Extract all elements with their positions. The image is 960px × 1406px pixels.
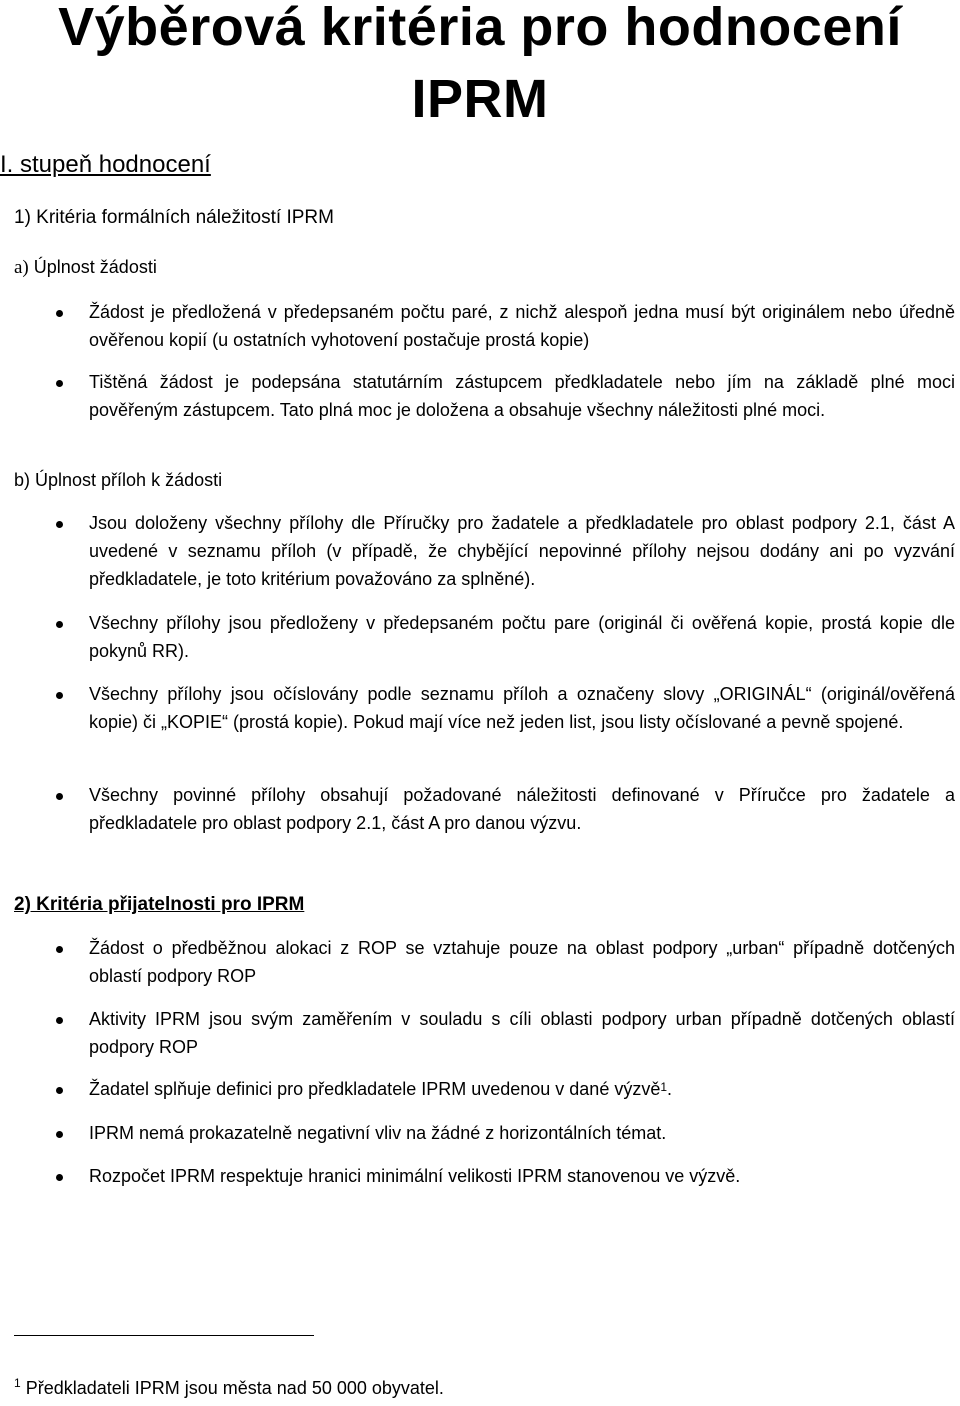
- section-2-heading: 2) Kritéria přijatelnosti pro IPRM: [14, 894, 305, 915]
- bullet-icon: [56, 1174, 63, 1181]
- bullet-icon: [56, 621, 63, 628]
- bullet-icon: [56, 380, 63, 387]
- bullet-icon: [56, 1017, 63, 1024]
- subsection-b-heading: b) Úplnost příloh k žádosti: [14, 470, 223, 490]
- bullet-icon: [56, 521, 63, 528]
- list-item: Všechny přílohy jsou předloženy v předepsaném počtu pare (originál či ověřená kopie, prostá kopie dle pokynů RR).: [89, 609, 955, 665]
- list-item: Aktivity IPRM jsou svým zaměřením v souladu s cíli oblasti podpory urban případně dotčených oblastí podpory ROP: [89, 1005, 955, 1061]
- footnote-text: Předkladateli IPRM jsou města nad 50 000 obyvatel.: [20, 1378, 444, 1398]
- bullet-icon: [56, 1087, 63, 1094]
- stage-heading: I. stupeň hodnocení: [0, 151, 211, 178]
- title-line-2: IPRM: [411, 69, 549, 129]
- footnote-separator: [14, 1335, 314, 1336]
- title-line-1: Výběrová kritéria pro hodnocení: [58, 0, 902, 57]
- subsection-a-prefix: a): [14, 257, 29, 278]
- bullet-icon: [56, 1131, 63, 1138]
- list-item: Žadatel splňuje definici pro předkladatele IPRM uvedenou v dané výzvě$^1$.: [89, 1075, 955, 1103]
- list-item: Všechny přílohy jsou očíslovány podle seznamu příloh a označeny slovy „ORIGINÁL“ (originál/ověřená kopie) či „KOPIE“ (prostá kopie). Pokud mají více než jeden list, jsou listy očíslované a pevně spojené.: [89, 680, 955, 736]
- bullet-icon: [56, 946, 63, 953]
- list-item: Rozpočet IPRM respektuje hranici minimální velikosti IPRM stanovenou ve výzvě.: [89, 1162, 955, 1190]
- list-item: Žádost je předložená v předepsaném počtu paré, z nichž alespoň jedna musí být originálem nebo úředně ověřenou kopií (u ostatních vyhotovení postačuje prostá kopie): [89, 298, 955, 354]
- subsection-a-title: Úplnost žádosti: [28, 257, 157, 277]
- list-item: Všechny povinné přílohy obsahují požadované náležitosti definované v Příručce pro žadatele a předkladatele pro oblast podpory 2.1, část A pro danou výzvu.: [89, 781, 955, 837]
- list-item: Jsou doloženy všechny přílohy dle Příručky pro žadatele a předkladatele pro oblast podpory 2.1, část A uvedené v seznamu příloh (v případě, že chybějící nepovinné přílohy nejsou dodány ani po vyzvání předkladatele, je toto kritérium považováno za splněné).: [89, 509, 955, 593]
- list-item: IPRM nemá prokazatelně negativní vliv na žádné z horizontálních témat.: [89, 1119, 955, 1147]
- bullet-icon: [56, 310, 63, 317]
- footnote-ref: 1: [660, 1080, 668, 1094]
- footnote: [14, 1378, 444, 1399]
- list-item: Žádost o předběžnou alokaci z ROP se vztahuje pouze na oblast podpory „urban“ případně dotčených oblastí podpory ROP: [89, 934, 955, 990]
- bullet-icon: [56, 793, 63, 800]
- bullet-icon: [56, 692, 63, 699]
- footnote-number: 1: [14, 1376, 21, 1390]
- list-item: Tištěná žádost je podepsána statutárním zástupcem předkladatele nebo jím na základě plné moci pověřeným zástupcem. Tato plná moc je doložena a obsahuje všechny náležitosti plné moci.: [89, 368, 955, 424]
- section-1-heading: 1) Kritéria formálních náležitostí IPRM: [14, 207, 334, 228]
- subsection-a-heading: [14, 257, 157, 279]
